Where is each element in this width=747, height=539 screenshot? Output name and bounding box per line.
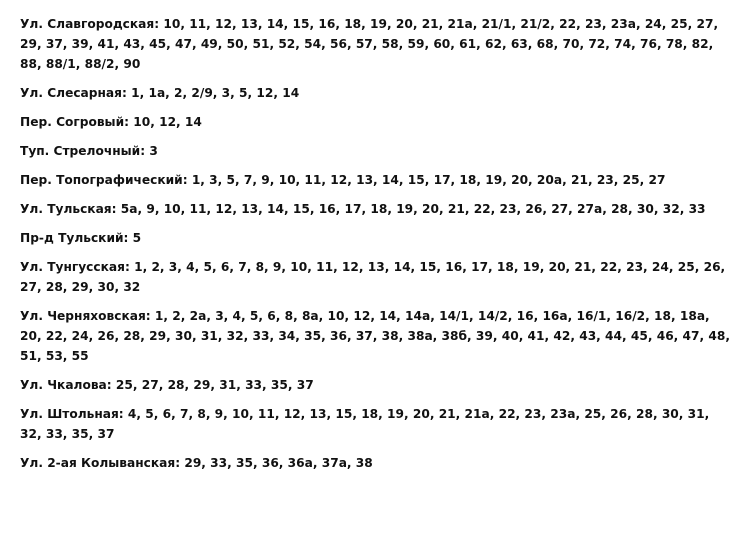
street-name: Ул. Чкалова:: [20, 378, 112, 392]
house-numbers: 4, 5, 6, 7, 8, 9, 10, 11, 12, 13, 15, 18, 19, 20, 21, 21а, 22, 23, 23а, 25, 26, 28, 30, 31, 32, 33, 35, 37: [20, 407, 710, 441]
street-name: Ул. Черняховская:: [20, 309, 151, 323]
street-name: Пер. Топографический:: [20, 173, 188, 187]
house-numbers: 1, 2, 3, 4, 5, 6, 7, 8, 9, 10, 11, 12, 13, 14, 15, 16, 17, 18, 19, 20, 21, 22, 23, 24, 25, 26, 27, 28, 29, 30, 32: [20, 260, 726, 294]
street-name: Ул. Штольная:: [20, 407, 124, 421]
address-entry-shtolnaya: [20, 404, 732, 444]
address-entry-tulsky-proezd: [20, 228, 732, 248]
address-entry-chernyakhovskaya: [20, 306, 732, 366]
street-name: Ул. Тульская:: [20, 202, 117, 216]
street-name: Ул. Слесарная:: [20, 86, 127, 100]
house-numbers: 1, 3, 5, 7, 9, 10, 11, 12, 13, 14, 15, 17, 18, 19, 20, 20а, 21, 23, 25, 27: [191, 173, 666, 187]
street-name: Ул. Тунгусская:: [20, 260, 130, 274]
house-numbers: 5а, 9, 10, 11, 12, 13, 14, 15, 16, 17, 18, 19, 20, 21, 22, 23, 26, 27, 27а, 28, 30, 32, 33: [120, 202, 706, 216]
address-entry-tulskaya: [20, 199, 732, 219]
house-numbers: 5: [132, 231, 142, 245]
house-numbers: 10, 12, 14: [133, 115, 202, 129]
address-entry-chkalova: [20, 375, 732, 395]
street-name: Ул. 2-ая Колыванская:: [20, 456, 181, 470]
house-numbers: 10, 11, 12, 13, 14, 15, 16, 18, 19, 20, 21, 21а, 21/1, 21/2, 22, 23, 23а, 24, 25, 27, 29, 37, 39, 41, 43, 45, 47, 49, 50, 51, 52, 54, 56, 57, 58, 59, 60, 61, 62, 63, 68, 70, 72, 74, 76, 78, 82, 88, 88/1, 88/2, 90: [20, 17, 719, 71]
address-entry-2-kolyvanskaya: [20, 453, 732, 473]
house-numbers: 1, 2, 2а, 3, 4, 5, 6, 8, 8а, 10, 12, 14, 14а, 14/1, 14/2, 16, 16а, 16/1, 16/2, 18, 18а, 20, 22, 24, 26, 28, 29, 30, 31, 32, 33, 34, 35, 36, 37, 38, 38а, 38б, 39, 40, 41, 42, 43, 44, 45, 46, 47, 48, 51, 53, 55: [20, 309, 730, 363]
street-name: Пер. Согровый:: [20, 115, 129, 129]
house-numbers: 1, 1а, 2, 2/9, 3, 5, 12, 14: [131, 86, 300, 100]
street-address-list: [20, 14, 732, 482]
house-numbers: 3: [149, 144, 158, 158]
street-name: Туп. Стрелочный:: [20, 144, 146, 158]
street-name: Ул. Славгородская:: [20, 17, 160, 31]
address-entry-tungusskaya: [20, 257, 732, 297]
street-name: Пр-д Тульский:: [20, 231, 129, 245]
address-entry-sogrovy: [20, 112, 732, 132]
address-entry-slesarnaya: [20, 83, 732, 103]
house-numbers: 29, 33, 35, 36, 36а, 37а, 38: [184, 456, 373, 470]
house-numbers: 25, 27, 28, 29, 31, 33, 35, 37: [115, 378, 314, 392]
address-entry-slavgorodskaya: [20, 14, 732, 74]
address-entry-strelochny: [20, 141, 732, 161]
address-entry-topografichesky: [20, 170, 732, 190]
